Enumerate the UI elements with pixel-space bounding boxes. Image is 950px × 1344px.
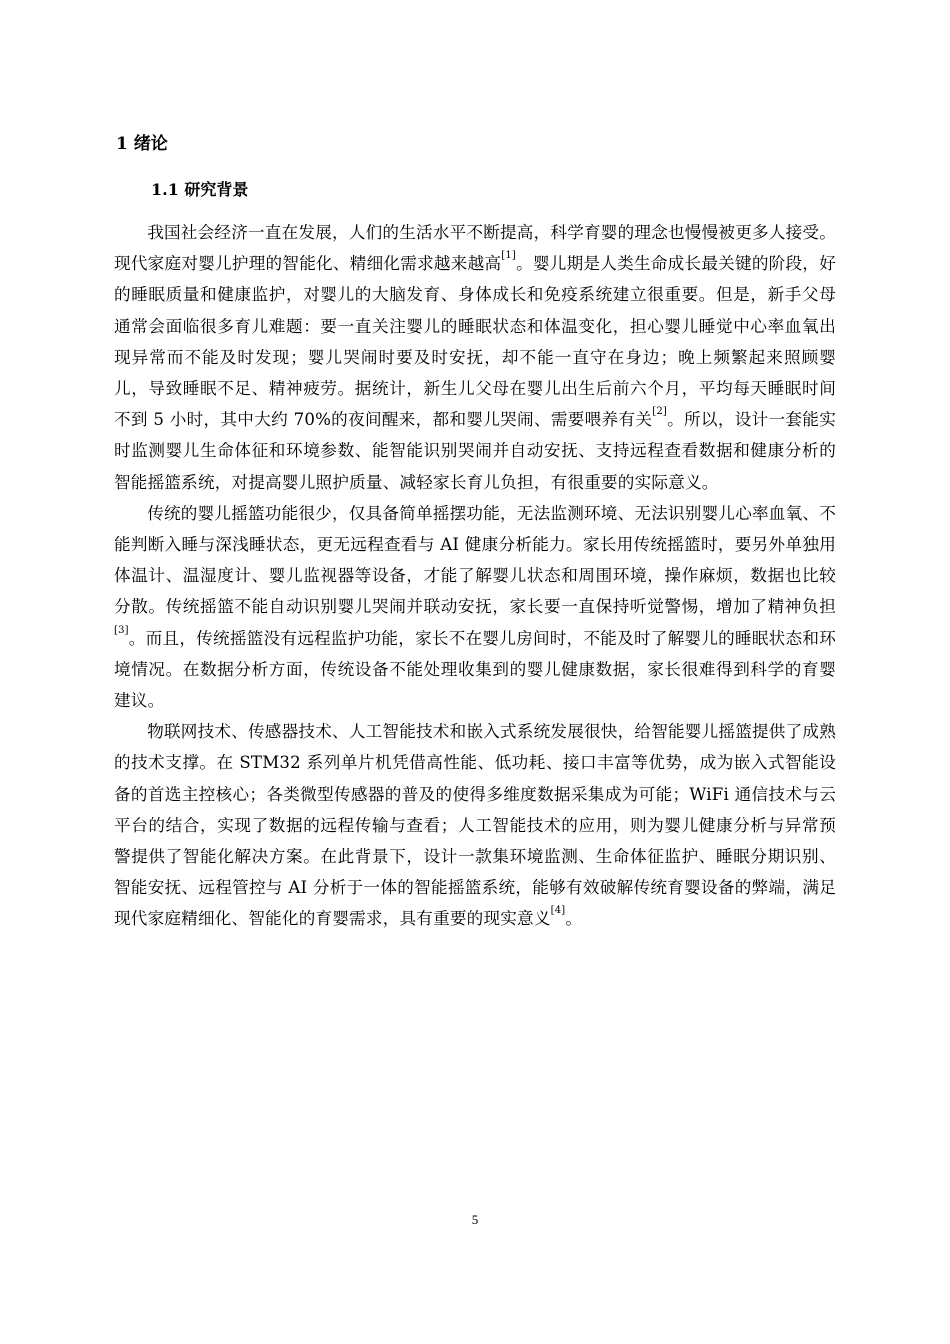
citation-ref: [2] [652,406,668,418]
paragraph-text: 。婴儿期是人类生命成长最关键的阶段，好的睡眠质量和健康监护，对婴儿的大脑发育、身体成长和免疫系统建立很重要。但是，新手父母通常会面临很多育儿难题：要一直关注婴儿的睡眠状态和体温变化，担心婴儿睡觉中心率血氧出现异常而不能及时发现；婴儿哭闹时要及时安抚，却不能一直守在身边；晚上频繁起来照顾婴儿，导致睡眠不足、精神疲劳。据统计，新生儿父母在婴儿出生后前六个月，平均每天睡眠时间不到 5 小时，其中大约 70%的夜间醒来，都和婴儿哭闹、需要喂养有关 [114,254,836,430]
section-title: 1.1 研究背景 [151,180,249,199]
paragraph-text: 传统的婴儿摇篮功能很少，仅具备简单摇摆功能，无法监测环境、无法识别婴儿心率血氧、不能判断入睡与深浅睡状态，更无远程查看与 AI 健康分析能力。家长用传统摇篮时，要另外单独用体温计、温湿度计、婴儿监视器等设备，才能了解婴儿状态和周围环境，操作麻烦，数据也比较分散。传统摇篮不能自动识别婴儿哭闹并联动安抚，家长要一直保持听觉警惕，增加了精神负担 [114,503,836,617]
paragraph-text: 。所以，设计一套能实时监测婴儿生命体征和环境参数、能智能识别哭闹并自动安抚、支持远程查看数据和健康分析的智能摇篮系统，对提高婴儿照护质量、减轻家长育儿负担，有很重要的实际意义。 [114,410,837,492]
chapter-title: 1 绪论 [116,134,168,154]
body-text [114,217,836,935]
citation-ref: [3] [114,624,129,636]
citation-ref: [4] [550,905,566,917]
paragraph [114,498,836,716]
paragraph-text: 物联网技术、传感器技术、人工智能技术和嵌入式系统发展很快，给智能婴儿摇篮提供了成熟的技术支撑。在 STM32 系列单片机凭借高性能、低功耗、接口丰富等优势，成为嵌入式智能设备的首选主控核心；各类微型传感器的普及的使得多维度数据采集成为可能；WiFi 通信技术与云平台的结合，实现了数据的远程传输与查看；人工智能技术的应用，则为婴儿健康分析与异常预警提供了智能化解决方案。在此背景下，设计一款集环境监测、生命体征监护、睡眠分期识别、智能安抚、远程管控与 AI 分析于一体的智能摇篮系统，能够有效破解传统育婴设备的弊端，满足现代家庭精细化、智能化的育婴需求，具有重要的现实意义 [114,722,836,929]
paragraph [114,217,836,498]
citation-ref: [1] [501,250,517,262]
paragraph-text: 我国社会经济一直在发展，人们的生活水平不断提高，科学育婴的理念也慢慢被更多人接受。现代家庭对婴儿护理的智能化、精细化需求越来越高 [114,223,836,274]
paragraph-text: 。 [565,909,583,929]
paragraph-text: 。而且，传统摇篮没有远程监护功能，家长不在婴儿房间时，不能及时了解婴儿的睡眠状态和环境情况。在数据分析方面，传统设备不能处理收集到的婴儿健康数据，家长很难得到科学的育婴建议。 [114,628,836,711]
page-number: 5 [471,1212,479,1227]
paragraph [114,716,836,934]
